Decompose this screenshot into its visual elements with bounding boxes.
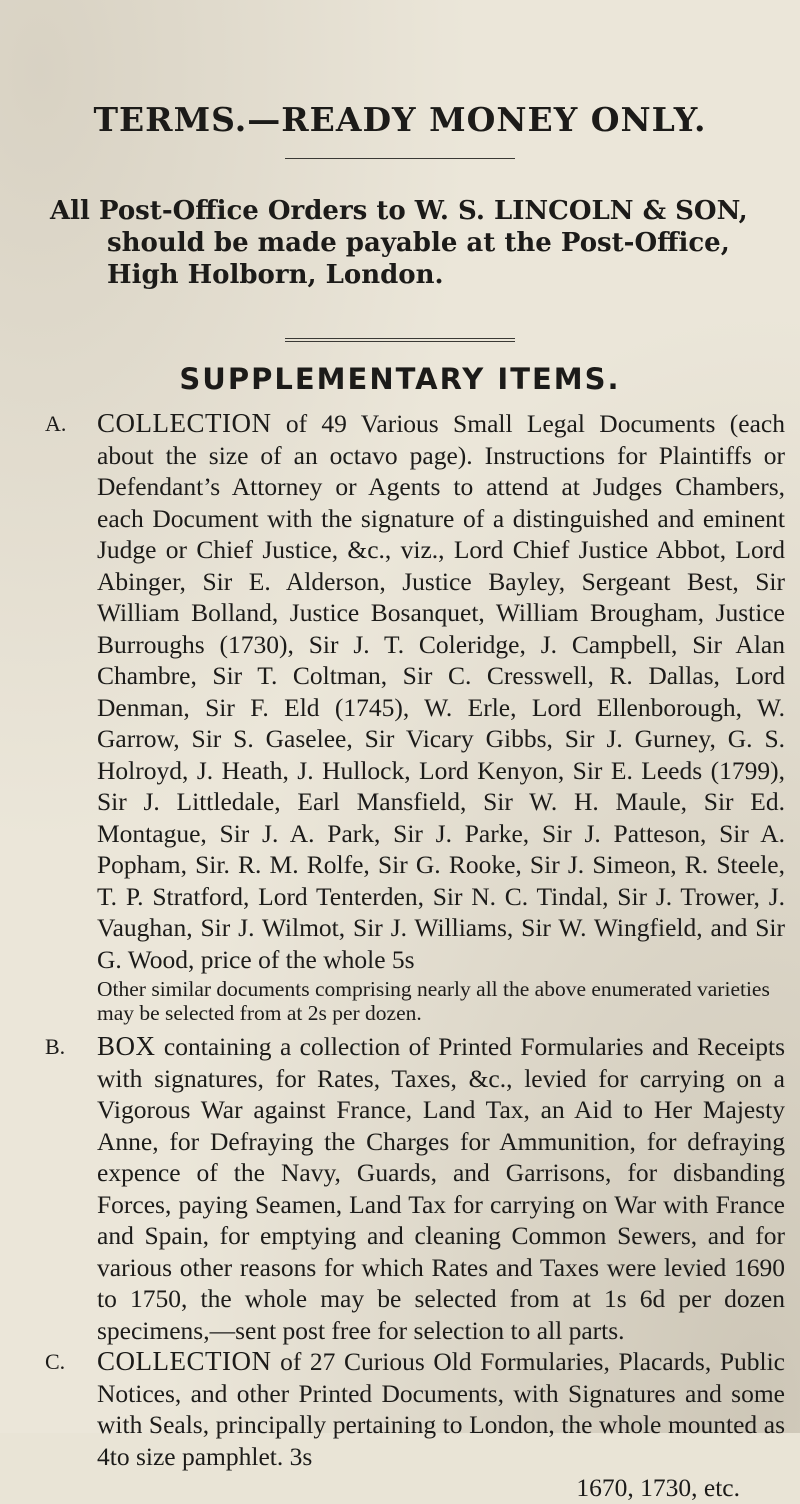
item-lead-word: BOX <box>97 1031 156 1061</box>
item-description <box>45 1031 785 1346</box>
item-text: of 27 Curious Old Formularies, Placards, Public Notices, and other Printed Documents, with Signatures and some with Seals, principally pertaining to London, the whole mounted as 4to size pamphlet. 3s <box>97 1347 785 1471</box>
payment-notice-line-2: should be made payable at the Post-Office, <box>107 228 730 258</box>
payment-notice <box>50 195 770 291</box>
list-item-c <box>45 1346 785 1504</box>
item-description <box>45 408 785 975</box>
item-note: Other similar documents comprising nearly all the above enumerated varieties may be selected from at 2s per dozen. <box>97 977 770 1025</box>
item-lead-word: COLLECTION <box>97 1346 272 1376</box>
item-dates: 1670, 1730, etc. <box>576 1473 740 1502</box>
item-description <box>45 1346 785 1472</box>
item-letter: A. <box>45 411 67 436</box>
items-list <box>45 408 785 1504</box>
section-title: SUPPLEMENTARY ITEMS. <box>179 362 621 396</box>
double-rule-top <box>285 338 515 339</box>
payment-notice-line-1: All Post-Office Orders to W. S. LINCOLN & SON, <box>50 196 748 226</box>
payment-notice-line-3: High Holborn, London. <box>107 260 444 290</box>
item-text: containing a collection of Printed Formularies and Receipts with signatures, for Rates, Taxes, &c., levied for carrying on a Vigorous War against France, Land Tax, an Aid to Her Majesty Anne, for Defraying the Charges for Ammunition, for defraying expence of the Navy, Guards, and Garrisons, for disbanding Forces, paying Seamen, Land Tax for carrying on War with France and Spain, for emptying and cleaning Common Sewers, and for various other reasons for which Rates and Taxes were levied 1690 to 1750, the whole may be selected from at 1s 6d per dozen specimens,—sent post free for selection to all parts. <box>97 1032 785 1345</box>
item-letter: C. <box>45 1349 66 1374</box>
terms-heading: TERMS.—READY MONEY ONLY. <box>93 100 707 139</box>
list-item-a <box>45 408 785 1025</box>
item-lead-word: COLLECTION <box>97 408 272 438</box>
double-rule-bottom <box>285 341 515 342</box>
list-item-b <box>45 1031 785 1346</box>
item-letter: B. <box>45 1034 66 1059</box>
item-text: of 49 Various Small Legal Documents (each about the size of an octavo page). Instructions for Plaintiffs or Defendant’s Attorney or Agents to attend at Judges Chambers, each Document with the signature of a distinguished and eminent Judge or Chief Justice, &c., viz., Lord Chief Justice Abbot, Lord Abinger, Sir E. Alderson, Justice Bayley, Sergeant Best, Sir William Bolland, Justice Bosanquet, William Brougham, Justice Burroughs (1730), Sir J. T. Coleridge, J. Campbell, Sir Alan Chambre, Sir T. Coltman, Sir C. Cresswell, R. Dallas, Lord Denman, Sir F. Eld (1745), W. Erle, Lord Ellenborough, W. Garrow, Sir S. Gaselee, Sir Vicary Gibbs, Sir J. Gurney, G. S. Holroyd, J. Heath, J. Hullock, Lord Kenyon, Sir E. Leeds (1799), Sir J. Littledale, Earl Mansfield, Sir W. H. Maule, Sir Ed. Montague, Sir J. A. Park, Sir J. Parke, Sir J. Patteson, Sir A. Popham, Sir. R. M. Rolfe, Sir G. Rooke, Sir J. Simeon, R. Steele, T. P. Stratford, Lord Tenterden, Sir N. C. Tindal, Sir J. Trower, J. Vaughan, Sir J. Wilmot, Sir J. Williams, Sir W. Wingfield, and Sir G. Wood, price of the whole 5s <box>97 409 785 974</box>
divider-rule <box>285 158 515 159</box>
